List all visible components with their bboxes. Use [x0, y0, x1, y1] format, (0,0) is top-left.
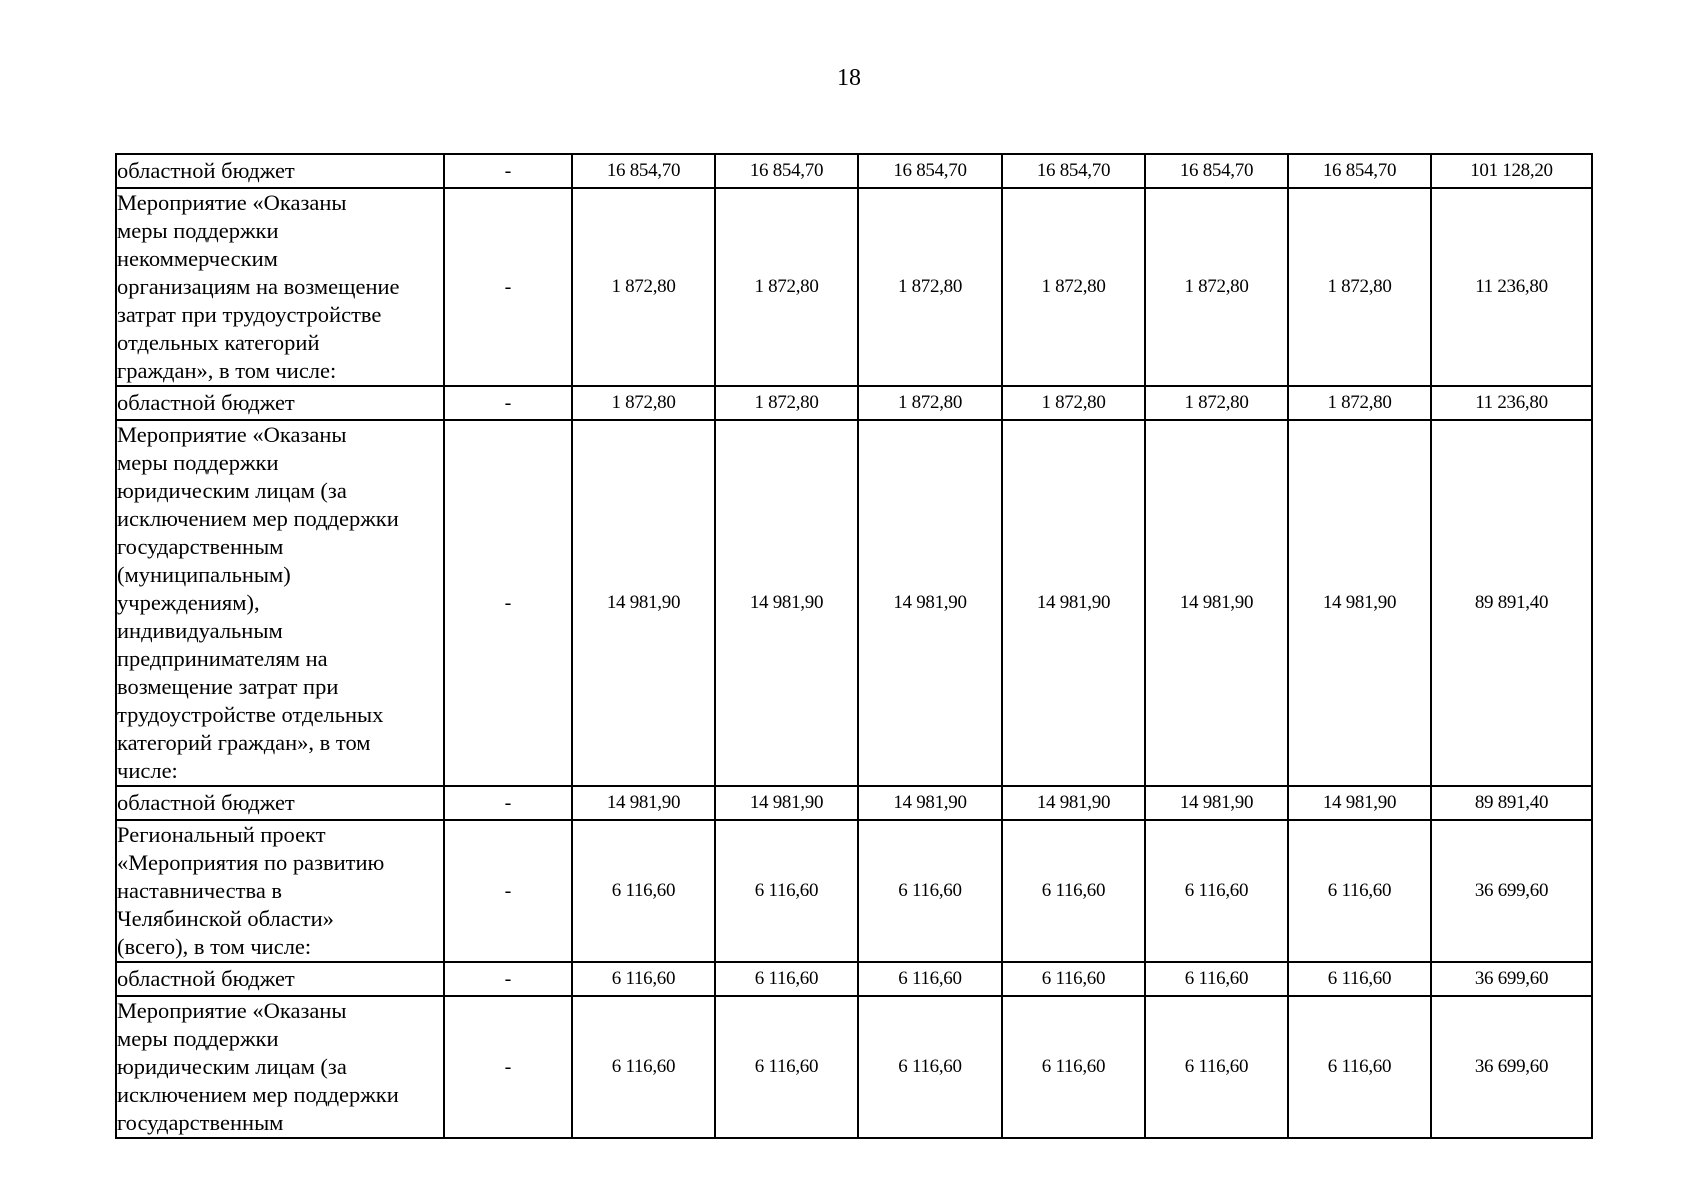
value-cell: 1 872,80: [715, 188, 858, 386]
value-cell: 14 981,90: [858, 786, 1002, 820]
value-cell: 1 872,80: [1002, 188, 1145, 386]
value-cell: 6 116,60: [1288, 996, 1431, 1138]
value-cell: 6 116,60: [1145, 996, 1288, 1138]
value-cell: 1 872,80: [572, 386, 715, 420]
value-cell: 1 872,80: [1288, 386, 1431, 420]
total-cell: 11 236,80: [1431, 188, 1592, 386]
total-cell: 36 699,60: [1431, 996, 1592, 1138]
value-cell: 14 981,90: [1145, 786, 1288, 820]
table-row: [116, 996, 1592, 1138]
table-row: [116, 154, 1592, 188]
table-row: [116, 188, 1592, 386]
dash-cell: -: [444, 962, 572, 996]
dash-cell: -: [444, 154, 572, 188]
value-cell: 1 872,80: [858, 386, 1002, 420]
row-name: областной бюджет: [116, 962, 444, 996]
value-cell: 6 116,60: [572, 962, 715, 996]
value-cell: 6 116,60: [572, 820, 715, 962]
table-row: [116, 962, 1592, 996]
table-row: [116, 786, 1592, 820]
budget-table: [115, 153, 1593, 1139]
value-cell: 14 981,90: [1002, 786, 1145, 820]
value-cell: 14 981,90: [1002, 420, 1145, 786]
value-cell: 14 981,90: [572, 420, 715, 786]
total-cell: 101 128,20: [1431, 154, 1592, 188]
value-cell: 16 854,70: [1002, 154, 1145, 188]
table-row: [116, 420, 1592, 786]
value-cell: 1 872,80: [1288, 188, 1431, 386]
value-cell: 6 116,60: [1002, 996, 1145, 1138]
value-cell: 6 116,60: [858, 962, 1002, 996]
value-cell: 6 116,60: [1145, 820, 1288, 962]
value-cell: 14 981,90: [572, 786, 715, 820]
value-cell: 6 116,60: [572, 996, 715, 1138]
value-cell: 14 981,90: [715, 420, 858, 786]
dash-cell: -: [444, 786, 572, 820]
value-cell: 16 854,70: [1288, 154, 1431, 188]
value-cell: 1 872,80: [1002, 386, 1145, 420]
row-name: Мероприятие «Оказаны меры поддержки некоммерческим организациям на возмещение затрат при трудоустройстве отдельных категорий граждан», в том числе:: [116, 188, 444, 386]
value-cell: 16 854,70: [858, 154, 1002, 188]
table-row: [116, 820, 1592, 962]
table-row: [116, 386, 1592, 420]
value-cell: 6 116,60: [1002, 962, 1145, 996]
dash-cell: -: [444, 996, 572, 1138]
value-cell: 6 116,60: [858, 820, 1002, 962]
row-name: Региональный проект «Мероприятия по развитию наставничества в Челябинской области» (всего), в том числе:: [116, 820, 444, 962]
value-cell: 16 854,70: [1145, 154, 1288, 188]
value-cell: 1 872,80: [572, 188, 715, 386]
row-name: Мероприятие «Оказаны меры поддержки юридическим лицам (за исключением мер поддержки государственным: [116, 996, 444, 1138]
dash-cell: -: [444, 188, 572, 386]
dash-cell: -: [444, 820, 572, 962]
value-cell: 14 981,90: [858, 420, 1002, 786]
total-cell: 36 699,60: [1431, 962, 1592, 996]
value-cell: 6 116,60: [715, 996, 858, 1138]
row-name: областной бюджет: [116, 154, 444, 188]
total-cell: 89 891,40: [1431, 420, 1592, 786]
total-cell: 89 891,40: [1431, 786, 1592, 820]
value-cell: 16 854,70: [715, 154, 858, 188]
value-cell: 1 872,80: [715, 386, 858, 420]
page-number: 18: [837, 65, 861, 91]
total-cell: 36 699,60: [1431, 820, 1592, 962]
value-cell: 16 854,70: [572, 154, 715, 188]
value-cell: 14 981,90: [1288, 786, 1431, 820]
value-cell: 1 872,80: [1145, 386, 1288, 420]
value-cell: 6 116,60: [715, 820, 858, 962]
row-name: областной бюджет: [116, 386, 444, 420]
value-cell: 14 981,90: [1145, 420, 1288, 786]
total-cell: 11 236,80: [1431, 386, 1592, 420]
value-cell: 6 116,60: [1288, 820, 1431, 962]
row-name: Мероприятие «Оказаны меры поддержки юридическим лицам (за исключением мер поддержки государственным (муниципальным) учреждениям), индивидуальным предпринимателям на возмещение затрат при трудоустройстве отдельных категорий граждан», в том числе:: [116, 420, 444, 786]
value-cell: 14 981,90: [715, 786, 858, 820]
value-cell: 6 116,60: [715, 962, 858, 996]
dash-cell: -: [444, 386, 572, 420]
value-cell: 1 872,80: [1145, 188, 1288, 386]
value-cell: 6 116,60: [858, 996, 1002, 1138]
value-cell: 6 116,60: [1002, 820, 1145, 962]
value-cell: 6 116,60: [1145, 962, 1288, 996]
value-cell: 1 872,80: [858, 188, 1002, 386]
value-cell: 6 116,60: [1288, 962, 1431, 996]
row-name: областной бюджет: [116, 786, 444, 820]
dash-cell: -: [444, 420, 572, 786]
value-cell: 14 981,90: [1288, 420, 1431, 786]
